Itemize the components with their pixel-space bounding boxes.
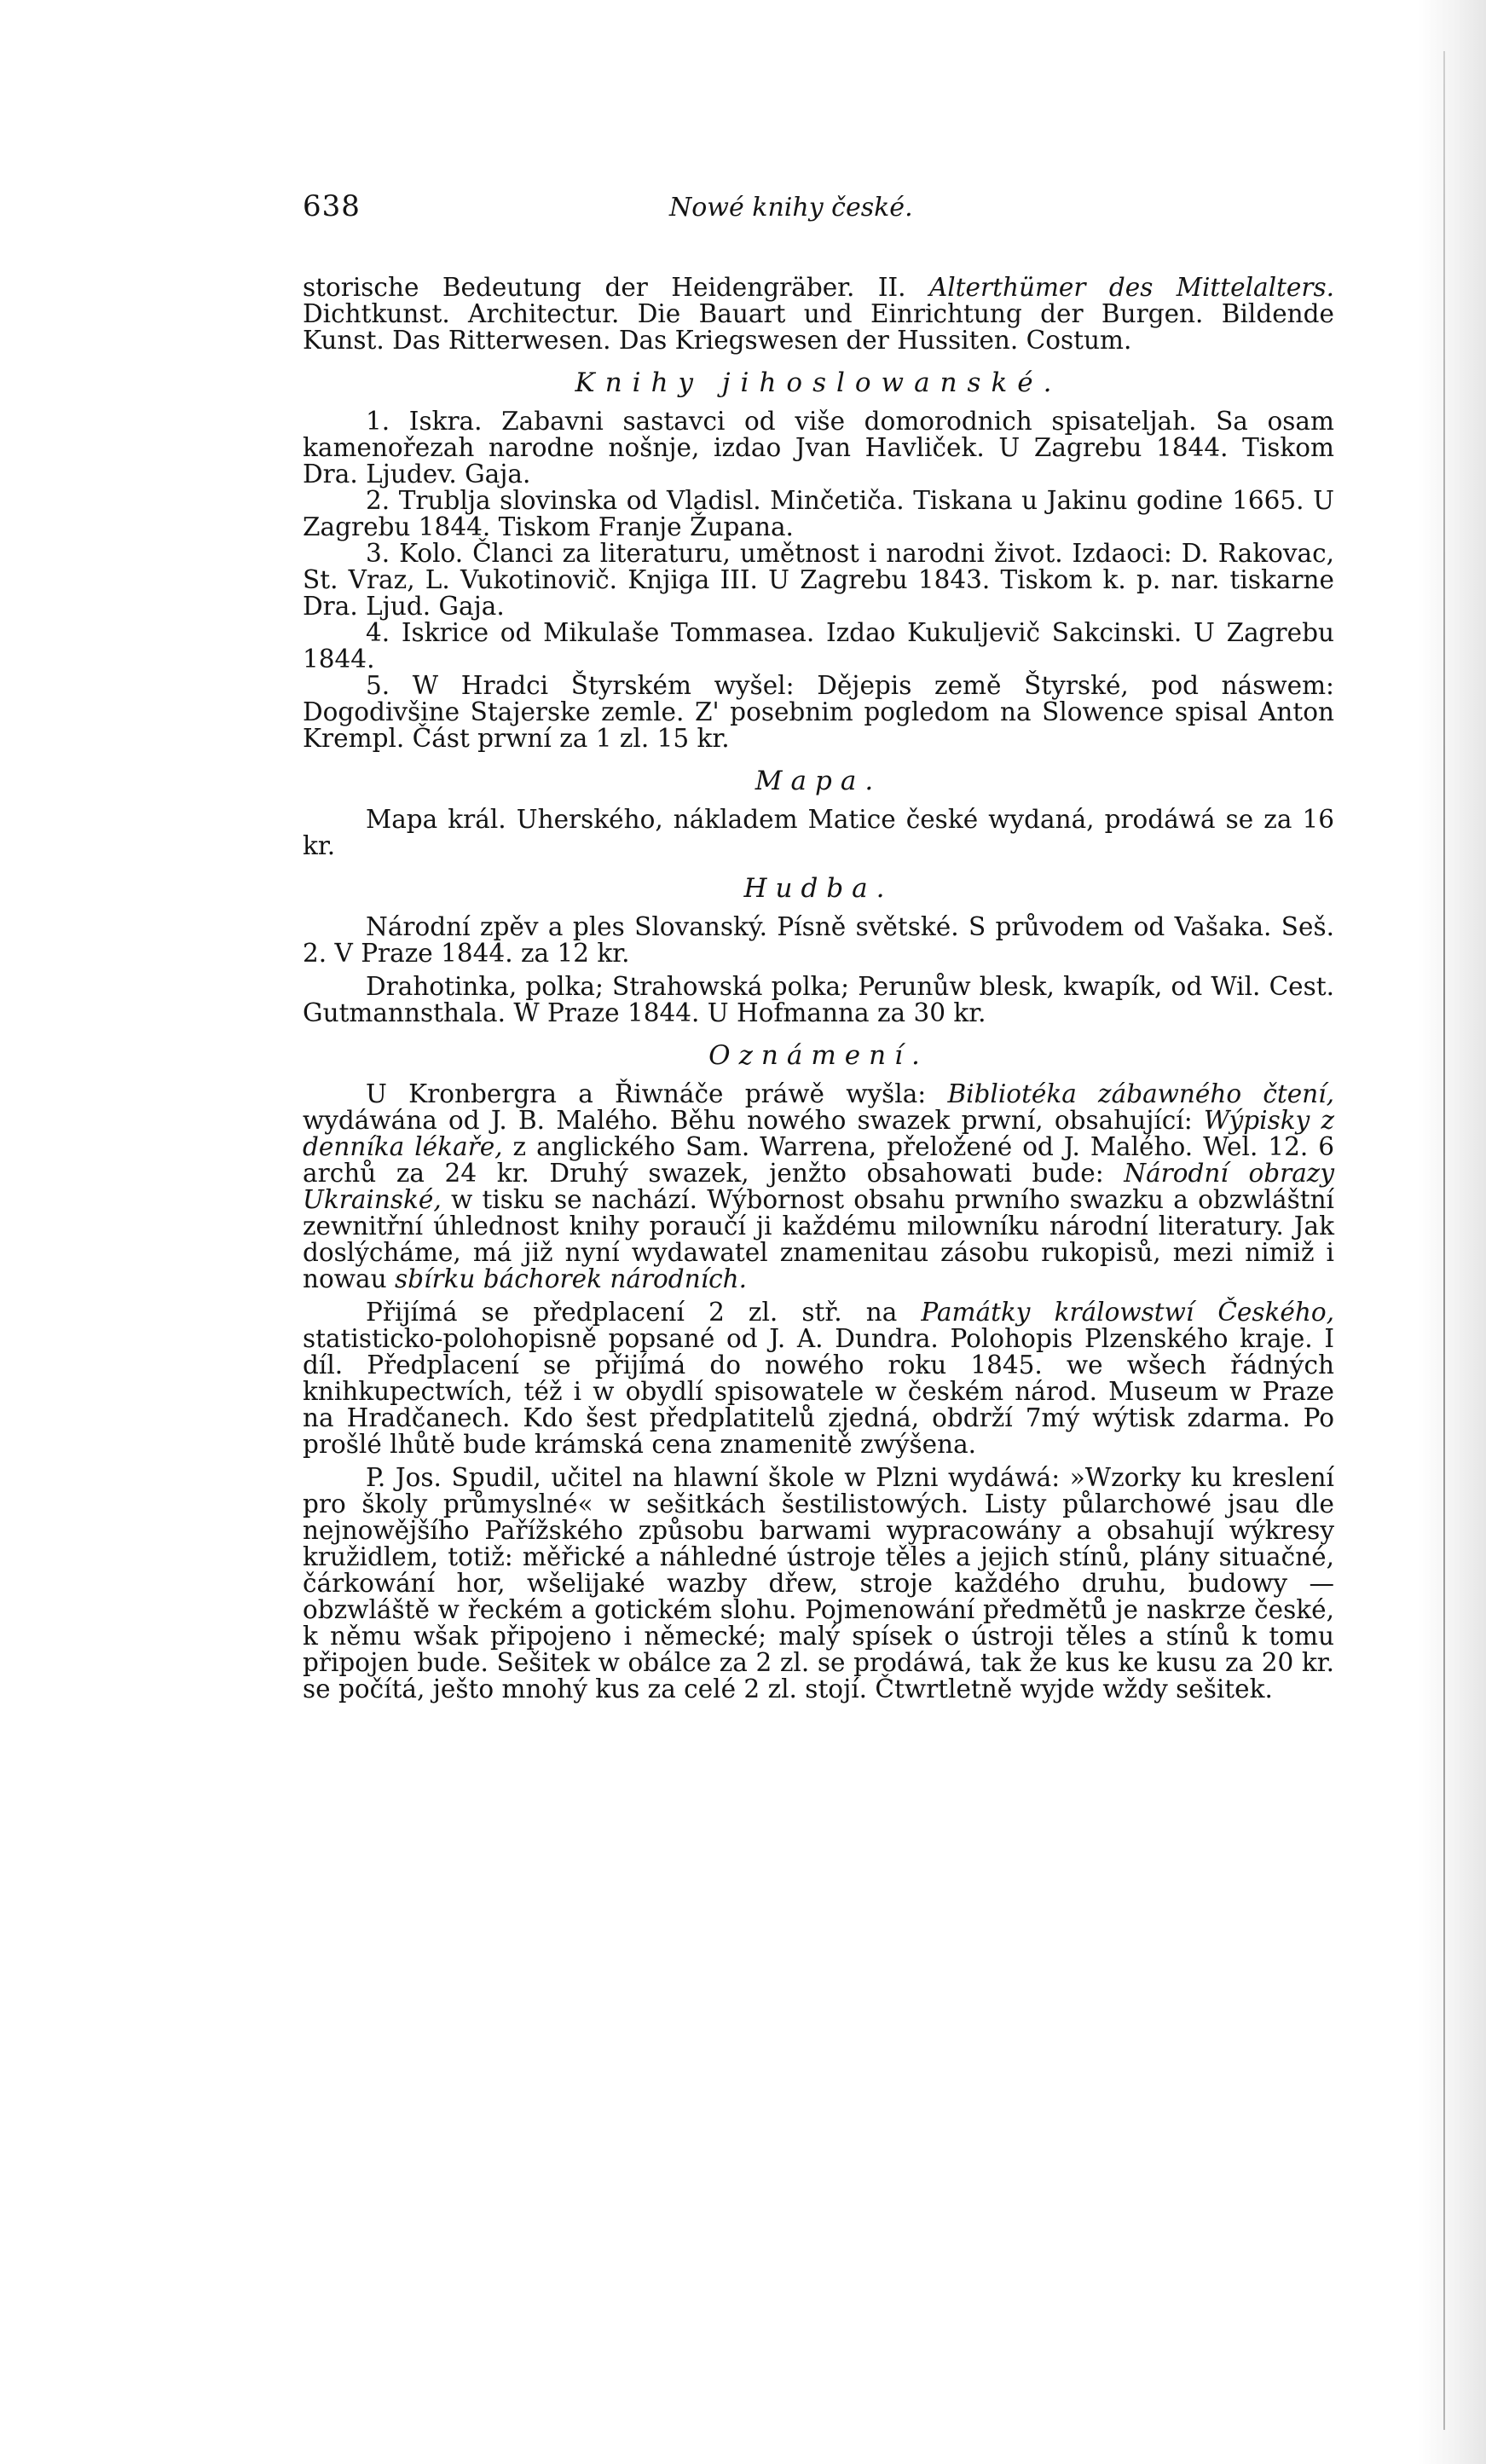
page-number: 638 <box>303 189 361 223</box>
intro-text-2: Dichtkunst. Architectur. Die Bauart und Einrichtung der Burgen. Bildende Kunst. Das Ritterwesen. Das Kriegswesen der Hussiten. Costum. <box>303 299 1334 355</box>
list-item: 5. W Hradci Štyrském wyšel: Dějepis země Štyrské, pod náswem: Dogodivšine Stajerske zemle. Z' posebnim pogledom na Slowence spisal Anton Krempl. Část prwní za 1 zl. 15 kr. <box>303 671 1334 753</box>
heading-hudba: Hudba. <box>743 873 893 904</box>
list-item: 2. Trublja slovinska od Vladisl. Minčetiča. Tiskana u Jakinu godine 1665. U Zagrebu 1844. Tiskom Franje Župana. <box>303 486 1334 541</box>
list-item: 4. Iskrice od Mikulaše Tommasea. Izdao Kukuljevič Sakcinski. U Zagrebu 1844. <box>303 618 1334 674</box>
list-item: 1. Iskra. Zabavni sastavci od više domorodnich spisateljah. Sa osam kamenořezah narodne nošnje, izdao Jvan Havliček. U Zagrebu 1844. Tiskom Dra. Ljudev. Gaja. <box>303 407 1334 489</box>
running-head <box>303 189 1334 240</box>
list-item: 3. Kolo. Članci za literaturu, umětnost i narodni život. Izdaoci: D. Rakovac, St. Vraz, L. Vukotinovič. Knjiga III. U Zagrebu 1843. Tiskom k. p. nar. tiskarne Dra. Ljud. Gaja. <box>303 539 1334 621</box>
p1-italic-4: sbírku báchorek národních. <box>394 1264 748 1293</box>
p2-italic-1: Památky králowstwí Českého, <box>921 1298 1334 1327</box>
heading-jihoslowanske: Knihy jihoslowanské. <box>575 367 1062 398</box>
list-item: Národní zpěv a ples Slovanský. Písně světské. S průvodem od Vašaka. Seš. 2. V Praze 1844. za 12 kr. <box>303 912 1334 968</box>
list-item: Drahotinka, polka; Strahowská polka; Perunůw blesk, kwapík, od Wil. Cest. Gutmannsthala. W Praze 1844. U Hofmanna za 30 kr. <box>303 972 1334 1027</box>
p2-text-2: statisticko-polohopisně popsané od J. A. Dundra. Polohopis Plzenského kraje. I díl. Předplacení se přijímá do nowého roku 1845. we wšech řádných knihkupectwích, též i w obydlí spisowatele w českém národ. Museum w Praze na Hradčanech. Kdo šest předplatitelů zjedná, obdrží 7mý wýtisk zdarma. Po prošlé lhůtě bude krámská cena znamenitě zwýšena. <box>303 1324 1334 1459</box>
p1-text-1: U Kronbergra a Řiwnáče práwě wyšla: <box>366 1079 948 1108</box>
page-edge-shadow <box>1418 0 1486 2464</box>
mapa-text: Mapa král. Uherského, nákladem Matice české wydaná, prodáwá se za 16 kr. <box>303 805 1334 860</box>
running-title: Nowé knihy české. <box>669 193 913 223</box>
heading-oznameni: Oznámení. <box>708 1040 928 1071</box>
page-edge-line <box>1443 51 1445 2430</box>
oznameni-paragraph-3: P. Jos. Spudil, učitel na hlawní škole w Plzni wydáwá: »Wzorky ku kreslení pro školy průmyslné« w sešitkách šestilistowých. Listy půlarchowé jsau dle nejnowějšího Pařížského způsobu barwami wypracowány a obsahují wýkresy kružidlem, totiž: měřické a náhledné ústroje těles a jejich stínů, plány situačné, čárkowání hor, wšelijaké wazby dřew, stroje každého druhu, budowy — obzwláště w řeckém a gotickém slohu. Pojmenowání předmětů je naskrze české, k němu wšak připojeno i německé; malý spísek o ústroji těles a stínů k tomu připojen bude. Sešitek w obálce za 2 zl. se prodáwá, tak že kus ke kusu za 20 kr. se počítá, ješto mnohý kus za celé 2 zl. stojí. Čtwrtletně wyjde wždy sešitek. <box>303 1463 1334 1703</box>
intro-text-1: storische Bedeutung der Heidengräber. II. <box>303 273 929 302</box>
p1-text-2: wydáwána od J. B. Malého. Běhu nowého swazek prwní, obsahující: <box>303 1106 1204 1135</box>
oznameni-paragraph-1 <box>303 1081 1334 1293</box>
p1-italic-2: Wýpisky z denníka lékaře, <box>303 1106 1334 1161</box>
intro-italic-1: Alterthümer des Mittelalters. <box>928 273 1334 302</box>
oznameni-paragraph-2 <box>303 1299 1334 1458</box>
p1-italic-3: Národní obrazy Ukrainské, <box>303 1159 1335 1214</box>
heading-mapa: Mapa. <box>755 766 882 796</box>
intro-paragraph <box>303 275 1334 354</box>
p1-text-4: w tisku se nachází. Wýbornost obsahu prwního swazku a obzwláštní zewnitřní úhlednost knihy poraučí ji každému milowníku národní literatury. Jak doslýcháme, má již nyní wydawatel znamenitau zásobu rukopisů, mezi nimiž i nowau <box>303 1185 1334 1293</box>
p2-text-1: Přijímá se předplacení 2 zl. stř. na <box>366 1298 922 1327</box>
p1-italic-1: Bibliotéka zábawného čtení, <box>947 1079 1334 1108</box>
p1-text-3: z anglického Sam. Warrena, přeložené od J. Malého. Wel. 12. 6 archů za 24 kr. Druhý swazek, jenžto obsahowati bude: <box>303 1132 1335 1188</box>
page-text-block <box>303 189 1334 1703</box>
